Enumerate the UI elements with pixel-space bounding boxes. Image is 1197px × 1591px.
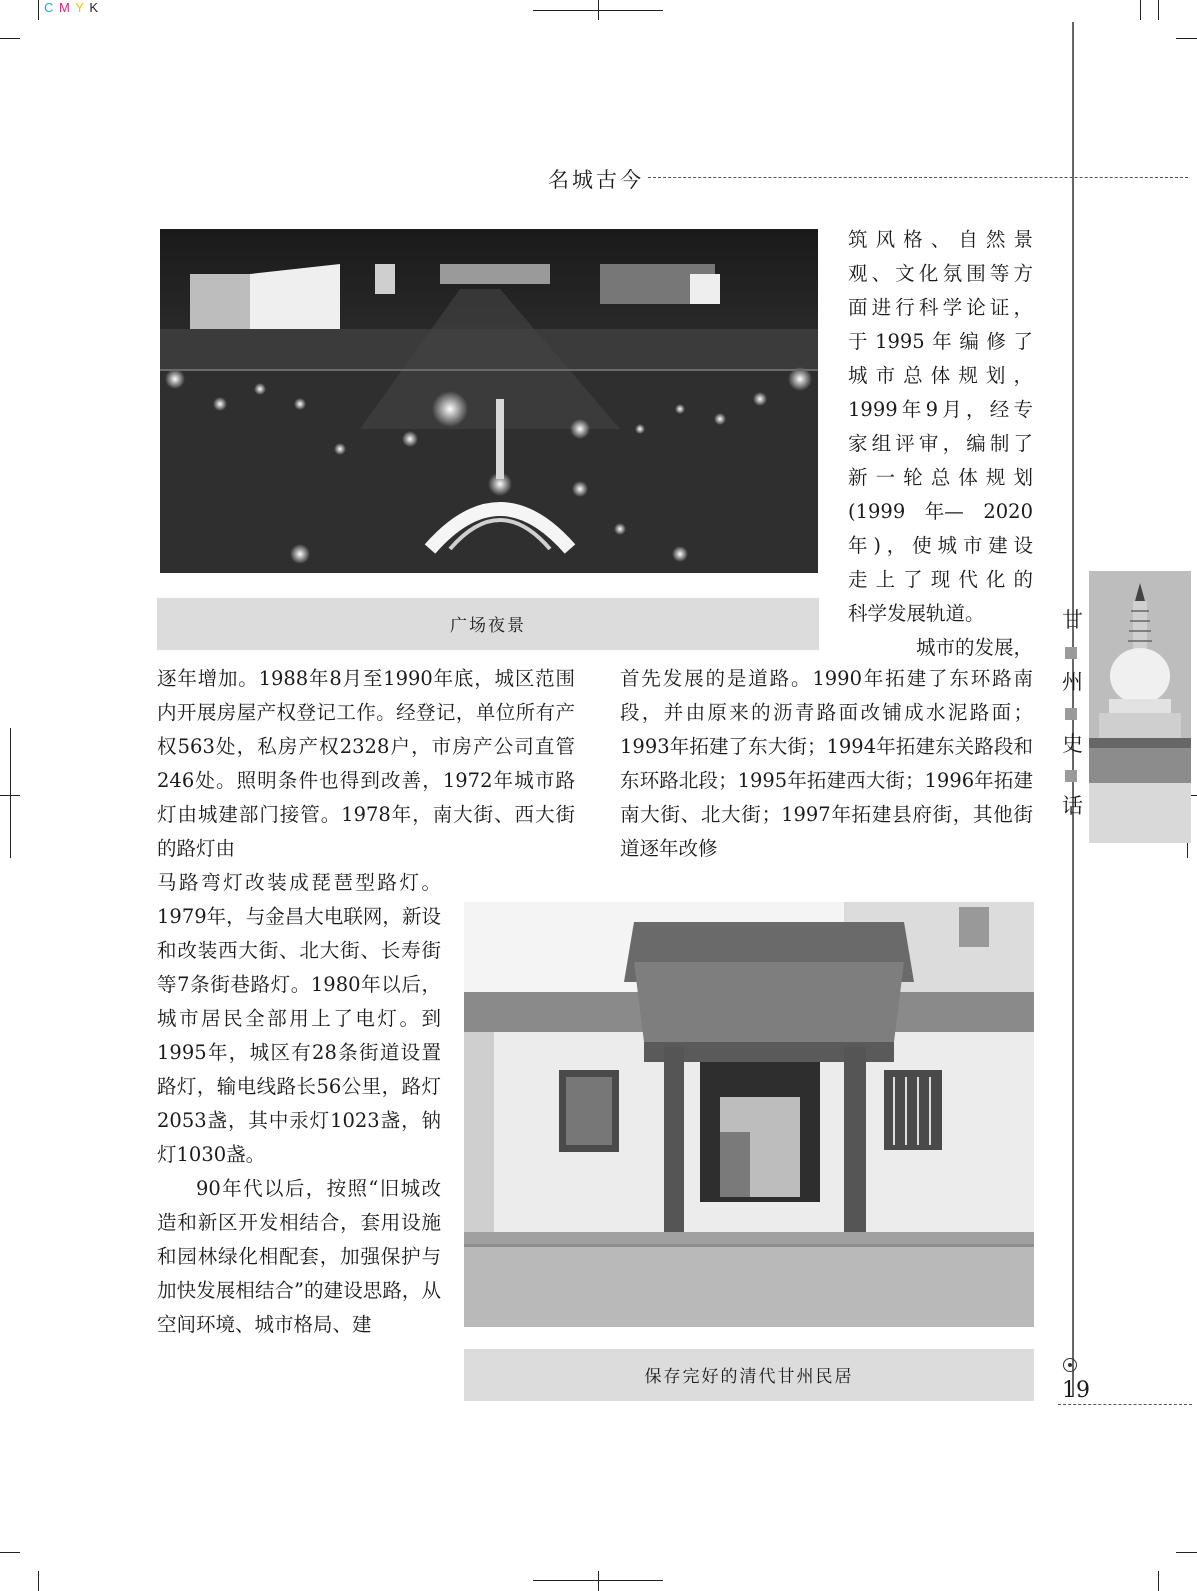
right-column-middle [620, 662, 1033, 866]
left-column-lower-para1: 马路弯灯改装成琵琶型路灯。1979年，与金昌大电联网，新设和改装西大街、北大街、长寿街等7条街巷路灯。1980年以后，城市居民全部用上了电灯。到1995年，城区有28条街道设置路灯，输电线路长56公里，路灯2053盏，其中汞灯1023盏，钠灯1030盏。 [157, 871, 441, 1166]
left-column-upper-text: 逐年增加。1988年8月至1990年底，城区范围内开展房屋产权登记工作。经登记，单位所有产权563处，私房产权2328户，市房产公司直管246处。照明条件也得到改善，1972年城市路灯由城建部门接管。1978年，南大街、西大街的路灯由 [157, 667, 575, 860]
cmyk-y: Y [75, 0, 85, 15]
right-col-line: 走上了现代化的 [848, 568, 1033, 591]
side-tab-char: 史 [1062, 732, 1083, 756]
right-col-line: 新一轮总体规划 [848, 466, 1033, 489]
right-col-line: 筑风格、自然景 [848, 228, 1033, 251]
right-col-para2-start: 城市的发展， [915, 636, 1033, 659]
page-number: 19 [1062, 1378, 1090, 1403]
photo-qing-residence-image [464, 902, 1034, 1327]
caption-qing-residence: 保存完好的清代甘州民居 [644, 1367, 854, 1387]
right-col-line: 面进行科学论证， [848, 296, 1033, 319]
right-col-line: 1999年9月，经专 [848, 398, 1033, 421]
side-tab-char: 话 [1062, 794, 1083, 818]
photo-qing-residence [464, 902, 1034, 1327]
side-tab-pagoda-photo [1089, 571, 1191, 843]
caption-square-night: 广场夜景 [450, 616, 526, 636]
right-col-line: (1999 年— 2020 [848, 500, 1033, 523]
side-tab-char: 甘 [1062, 608, 1083, 632]
right-col-line: 城市总体规划， [848, 364, 1033, 387]
right-col-line: 观、文化氛围等方 [848, 262, 1033, 285]
right-col-line: 家组评审，编制了 [848, 432, 1033, 455]
photo-square-night [160, 229, 818, 573]
right-col-line: 于1995年编修了 [848, 330, 1033, 353]
left-column-upper [157, 662, 575, 866]
right-col-line: 年)，使城市建设 [848, 534, 1033, 557]
cmyk-c: C [44, 0, 55, 15]
side-tab-char: 州 [1062, 670, 1083, 694]
side-tab-square-icon [1065, 770, 1077, 782]
side-tab-square-icon [1065, 647, 1077, 659]
left-column-lower-para2: 90年代以后，按照“旧城改造和新区开发相结合，套用设施和园林绿化相配套，加强保护与加快发展相结合”的建设思路，从空间环境、城市格局、建 [157, 1177, 441, 1336]
side-tab-pagoda-image [1089, 571, 1191, 843]
cmyk-k: K [89, 0, 99, 15]
page-number-circle-icon [1063, 1358, 1077, 1372]
right-column-middle-text: 首先发展的是道路。1990年拓建了东环路南段，并由原来的沥青路面改铺成水泥路面；1993年拓建了东大街；1994年拓建东关路段和东环路北段；1995年拓建西大街；1996年拓建南大街、北大街；1997年拓建县府街，其他街道逐年改修 [620, 667, 1033, 860]
photo-square-night-image [160, 229, 818, 573]
cmyk-color-bar [44, 0, 99, 15]
right-column-upper [848, 223, 1033, 665]
side-tab-square-icon [1065, 708, 1077, 720]
left-column-lower [157, 866, 441, 1342]
cmyk-m: M [59, 0, 71, 15]
right-col-line: 科学发展轨道。 [848, 602, 985, 625]
section-title: 名城古今 [548, 168, 644, 192]
footer-dashed-rule [1058, 1404, 1192, 1405]
header-dashed-rule [648, 177, 1188, 178]
